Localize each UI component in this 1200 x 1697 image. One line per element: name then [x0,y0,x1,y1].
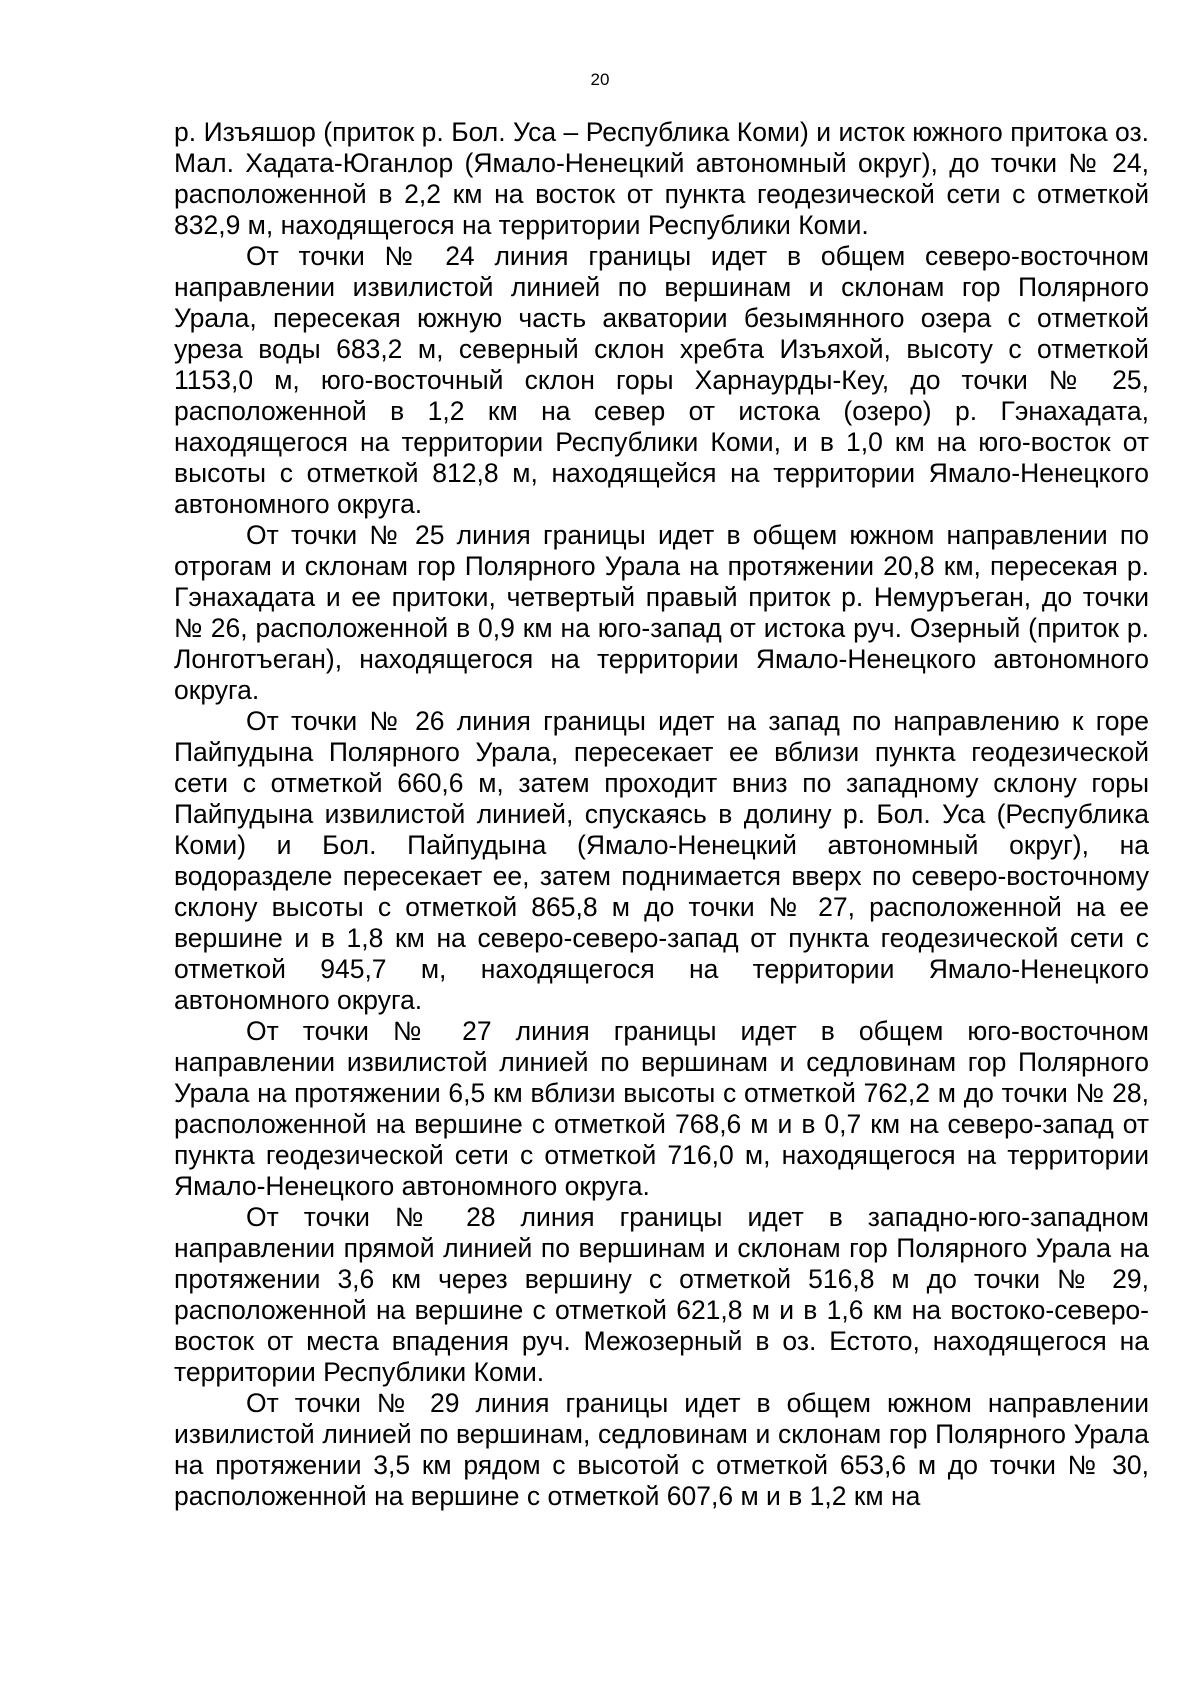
paragraph-point-28: От точки № 28 линия границы идет в западно-юго-западном направлении прямой линией по вершинам и склонам гор Полярного Урала на протяжении 3,6 км через вершину с отметкой 516,8 м до точки № 29, расположенной на вершине с отметкой 621,8 м и в 1,6 км на востоко-северо-восток от места впадения руч. Межозерный в оз. Естото, находящегося на территории Республики Коми. [174,1202,1149,1387]
document-body [174,117,1149,1512]
paragraph-point-26: От точки № 26 линия границы идет на запад по направлению к горе Пайпудына Полярного Урала, пересекает ее вблизи пункта геодезической сети с отметкой 660,6 м, затем проходит вниз по западному склону горы Пайпудына извилистой линией, спускаясь в долину р. Бол. Уса (Республика Коми) и Бол. Пайпудына (Ямало-Ненецкий автономный округ), на водоразделе пересекает ее, затем поднимается вверх по северо-восточному склону высоты с отметкой 865,8 м до точки № 27, расположенной на ее вершине и в 1,8 км на северо-северо-запад от пункта геодезической сети с отметкой 945,7 м, находящегося на территории Ямало-Ненецкого автономного округа. [174,706,1149,1015]
paragraph-point-24: От точки № 24 линия границы идет в общем северо-восточном направлении извилистой линией по вершинам и склонам гор Полярного Урала, пересекая южную часть акватории безымянного озера с отметкой уреза воды 683,2 м, северный склон хребта Изъяхой, высоту с отметкой 1153,0 м, юго-восточный склон горы Харнаурды-Кеу, до точки № 25, расположенной в 1,2 км на север от истока (озеро) р. Гэнахадата, находящегося на территории Республики Коми, и в 1,0 км на юго-восток от высоты с отметкой 812,8 м, находящейся на территории Ямало-Ненецкого автономного округа. [174,241,1149,519]
paragraph-point-29: От точки № 29 линия границы идет в общем южном направлении извилистой линией по вершинам, седловинам и склонам гор Полярного Урала на протяжении 3,5 км рядом с высотой с отметкой 653,6 м до точки № 30, расположенной на вершине с отметкой 607,6 м и в 1,2 км на [174,1388,1149,1511]
page-number: 20 [590,70,610,89]
paragraph-point-27: От точки № 27 линия границы идет в общем юго-восточном направлении извилистой линией по вершинам и седловинам гор Полярного Урала на протяжении 6,5 км вблизи высоты с отметкой 762,2 м до точки № 28, расположенной на вершине с отметкой 768,6 м и в 0,7 км на северо-запад от пункта геодезической сети с отметкой 716,0 м, находящегося на территории Ямало-Ненецкого автономного округа. [174,1016,1149,1201]
paragraph-point-25: От точки № 25 линия границы идет в общем южном направлении по отрогам и склонам гор Полярного Урала на протяжении 20,8 км, пересекая р. Гэнахадата и ее притоки, четвертый правый приток р. Немуръеган, до точки № 26, расположенной в 0,9 км на юго-запад от истока руч. Озерный (приток р. Лонготъеган), находящегося на территории Ямало-Ненецкого автономного округа. [174,520,1149,705]
paragraph-continuation: р. Изъяшор (приток р. Бол. Уса – Республика Коми) и исток южного притока оз. Мал. Хадата-Юганлор (Ямало-Ненецкий автономный округ), до точки № 24, расположенной в 2,2 км на восток от пункта геодезической сети с отметкой 832,9 м, находящегося на территории Республики Коми. [174,117,1149,240]
